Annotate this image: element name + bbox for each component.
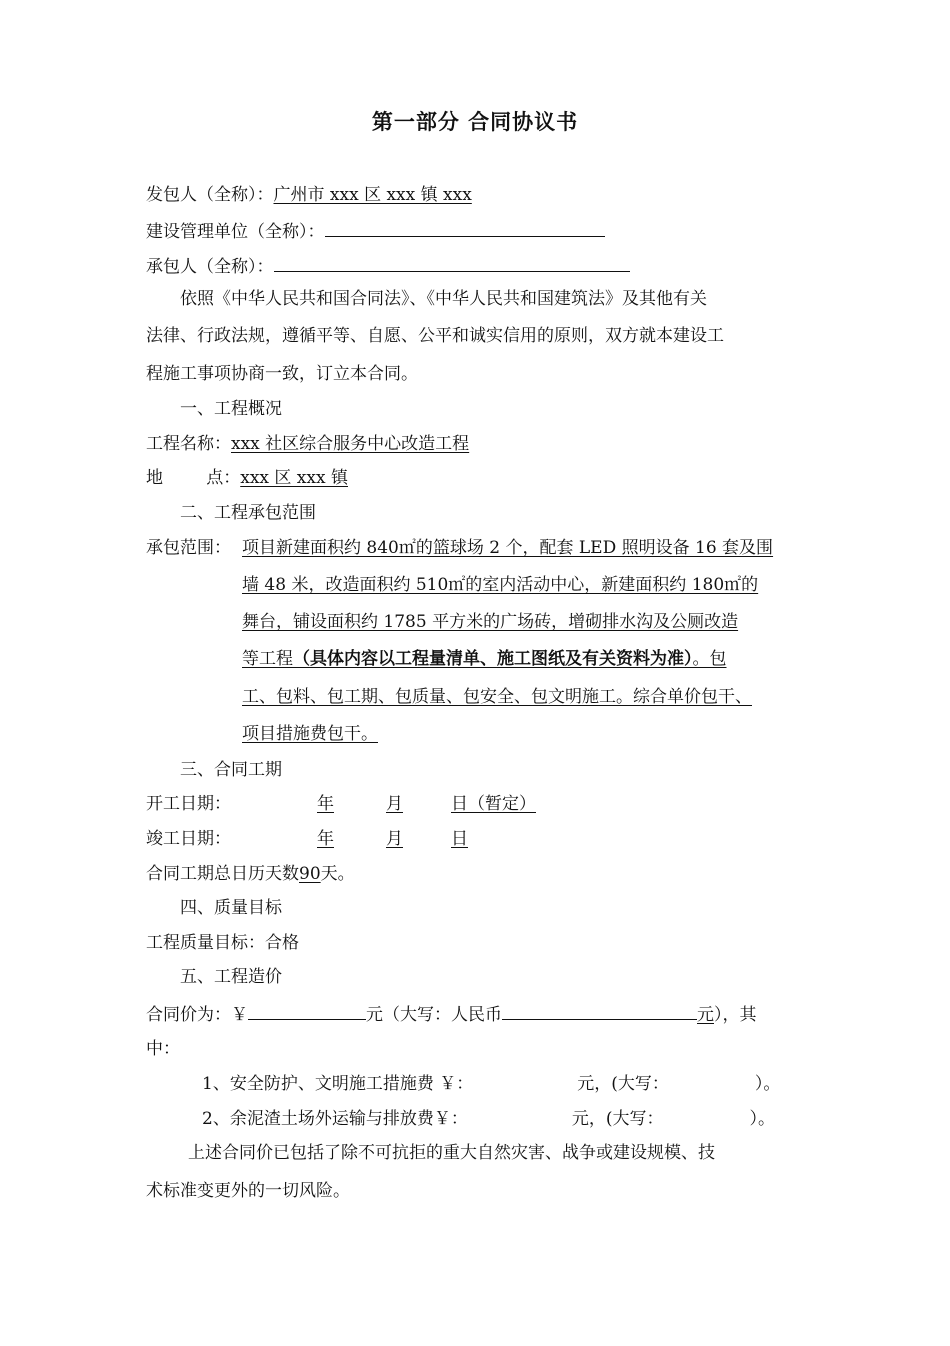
contractor-blank[interactable] bbox=[274, 251, 630, 272]
scope-line-3: 舞台，铺设面积约 1785 平方米的广场砖，增砌排水沟及公厕改造 bbox=[242, 612, 739, 632]
duration-unit: 天。 bbox=[320, 864, 355, 884]
scope-line-4-start: 等工程 bbox=[242, 649, 293, 669]
employer-line bbox=[146, 182, 472, 208]
section-heading-3: 三、合同工期 bbox=[180, 760, 282, 780]
closing-line-1: 上述合同价已包括了除不可抗拒的重大自然灾害、战争或建设规模、技 bbox=[188, 1143, 715, 1163]
fee-item-1-uppercase: 元，(大写： bbox=[577, 1074, 669, 1094]
end-day-label: 日 bbox=[451, 829, 468, 849]
section-heading-2: 二、工程承包范围 bbox=[180, 503, 316, 523]
location-value: xxx 区 xxx 镇 bbox=[240, 468, 348, 488]
price-uppercase-label: 元（大写：人民币 bbox=[366, 1005, 502, 1025]
fee-item-2 bbox=[202, 1106, 775, 1132]
section-heading-1: 一、工程概况 bbox=[180, 399, 282, 419]
end-date-field[interactable] bbox=[231, 829, 486, 849]
end-year-label: 年 bbox=[317, 829, 334, 849]
quality-label: 工程质量目标： bbox=[146, 933, 265, 953]
location-label: 地 点： bbox=[146, 468, 241, 488]
project-name-label: 工程名称： bbox=[146, 434, 231, 454]
fee-item-2-label: 2、余泥渣土场外运输与排放费￥： bbox=[202, 1109, 468, 1129]
fee-item-1 bbox=[202, 1071, 780, 1097]
section-heading-5: 五、工程造价 bbox=[180, 967, 282, 987]
project-name-line bbox=[146, 431, 469, 457]
scope-label: 承包范围： bbox=[146, 538, 231, 558]
section-heading-4: 四、质量目标 bbox=[180, 898, 282, 918]
fee-item-2-uppercase: 元，(大写： bbox=[571, 1109, 664, 1129]
management-blank[interactable] bbox=[325, 216, 605, 237]
scope-line-5: 工、包料、包工期、包质量、包安全、包文明施工。综合单价包干、 bbox=[242, 687, 752, 707]
end-date-line bbox=[146, 826, 486, 852]
duration-days: 90 bbox=[299, 864, 321, 884]
start-tentative-label: （暂定） bbox=[468, 794, 536, 814]
start-date-line bbox=[146, 791, 536, 817]
scope-line-2: 墙 48 米，改造面积约 510㎡的室内活动中心，新建面积约 180㎡的 bbox=[242, 575, 759, 595]
contractor-line bbox=[146, 251, 630, 277]
start-day-label: 日 bbox=[451, 794, 468, 814]
scope-line-6: 项目措施费包干。 bbox=[242, 724, 378, 744]
price-uppercase-blank[interactable] bbox=[502, 999, 697, 1020]
price-tail: ），其 bbox=[714, 1005, 757, 1025]
end-month-label: 月 bbox=[386, 829, 403, 849]
price-tail-line: 中： bbox=[146, 1039, 180, 1059]
employer-value: 广州市 xxx 区 xxx 镇 xxx bbox=[273, 185, 472, 205]
price-amount-blank[interactable] bbox=[248, 999, 366, 1020]
intro-line-3: 程施工事项协商一致，订立本合同。 bbox=[146, 364, 418, 384]
scope-line-1: 项目新建面积约 840㎡的篮球场 2 个，配套 LED 照明设备 16 套及围 bbox=[242, 538, 774, 558]
project-name-value: xxx 社区综合服务中心改造工程 bbox=[231, 434, 470, 454]
scope-line-4-end: 。包 bbox=[692, 649, 727, 669]
start-date-field[interactable] bbox=[231, 794, 536, 814]
intro-line-1: 依照《中华人民共和国合同法》、《中华人民共和国建筑法》及其他有关 bbox=[180, 289, 707, 309]
quality-line bbox=[146, 930, 299, 956]
scope-line-4 bbox=[242, 646, 827, 672]
start-year-label: 年 bbox=[317, 794, 334, 814]
management-line bbox=[146, 216, 605, 242]
contractor-label: 承包人（全称）： bbox=[146, 257, 274, 277]
scope-note-bold: （具体内容以工程量清单、施工图纸及有关资料为准） bbox=[293, 649, 693, 669]
employer-label: 发包人（全称）： bbox=[146, 185, 274, 205]
price-yuan-unit: 元 bbox=[697, 1005, 714, 1025]
management-label: 建设管理单位（全称）： bbox=[146, 222, 325, 242]
fee-item-2-end: ）。 bbox=[749, 1109, 775, 1129]
price-line bbox=[146, 999, 757, 1025]
end-date-label: 竣工日期： bbox=[146, 829, 231, 849]
start-date-label: 开工日期： bbox=[146, 794, 231, 814]
location-line bbox=[146, 465, 348, 491]
start-month-label: 月 bbox=[386, 794, 403, 814]
quality-value: 合格 bbox=[265, 933, 299, 953]
price-label: 合同价为：￥ bbox=[146, 1005, 248, 1025]
fee-item-1-end: ）。 bbox=[754, 1074, 781, 1094]
duration-label: 合同工期总日历天数 bbox=[146, 864, 299, 884]
duration-line bbox=[146, 861, 355, 887]
document-title: 第一部分 合同协议书 bbox=[371, 110, 579, 134]
intro-line-2: 法律、行政法规，遵循平等、自愿、公平和诚实信用的原则，双方就本建设工 bbox=[146, 326, 724, 346]
fee-item-1-label: 1、安全防护、文明施工措施费 ￥： bbox=[202, 1074, 474, 1094]
closing-line-2: 术标准变更外的一切风险。 bbox=[146, 1181, 350, 1201]
